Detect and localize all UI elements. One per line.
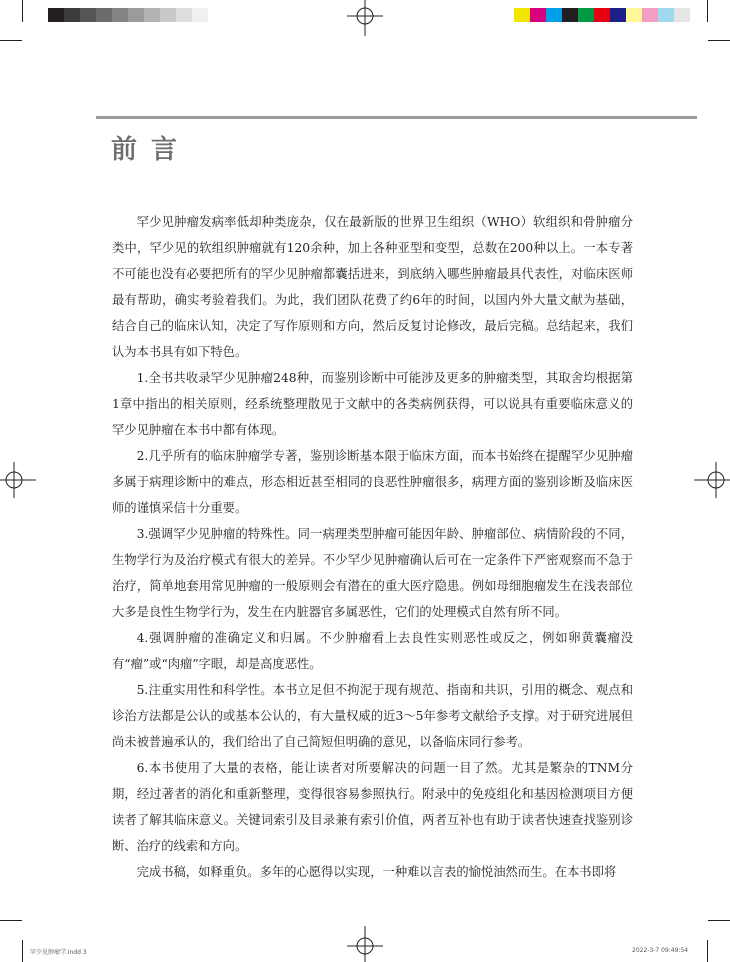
paragraph: 3.强调罕少见肿瘤的特殊性。同一病理类型肿瘤可能因年龄、肿瘤部位、病情阶段的不同，生物学行为及治疗模式有很大的差异。不少罕少见肿瘤确认后可在一定条件下严密观察而不急于治疗，简单地套用常见肿瘤的一般原则会有潜在的重大医疗隐患。例如母细胞瘤发生在浅表部位大多是良性生物学行为，发生在内脏器官多属恶性，它们的处理模式自然有所不同。 xyxy=(112,527,633,619)
color-bar xyxy=(514,0,714,24)
color-swatch xyxy=(658,8,674,22)
crop-mark-bottom-left-v xyxy=(22,940,23,962)
color-swatch xyxy=(514,8,530,22)
registration-target-icon xyxy=(0,462,36,498)
crop-mark-top-right-v xyxy=(707,0,708,22)
color-swatch xyxy=(160,8,176,22)
paragraph: 1.全书共收录罕少见肿瘤248种，而鉴别诊断中可能涉及更多的肿瘤类型，其取舍均根据第1章中指出的相关原则，经系统整理散见于文献中的各类病例获得，可以说具有重要临床意义的罕少见肿瘤在本书中都有体现。 xyxy=(112,371,633,437)
color-swatch xyxy=(642,8,658,22)
color-swatch xyxy=(48,8,64,22)
crop-mark-bottom-right-v xyxy=(707,940,708,962)
paragraph: 5.注重实用性和科学性。本书立足但不拘泥于现有规范、指南和共识，引用的概念、观点和诊治方法都是公认的或基本公认的，有大量权威的近3～5年参考文献给予支撑。对于研究进展但尚未被普遍承认的，我们给出了自己简短但明确的意见，以备临床同行参考。 xyxy=(112,683,633,749)
crop-mark-top-left-h xyxy=(0,40,22,41)
crop-mark-bottom-right-h xyxy=(708,920,730,921)
paragraph: 完成书稿，如释重负。多年的心愿得以实现，一种难以言表的愉悦油然而生。在本书即将 xyxy=(136,865,617,879)
color-swatch xyxy=(176,8,192,22)
color-swatch xyxy=(112,8,128,22)
header-rule xyxy=(96,116,697,119)
crop-mark-bottom-left-h xyxy=(0,920,22,921)
color-swatch xyxy=(144,8,160,22)
grayscale-bar xyxy=(48,0,248,24)
paragraph: 6.本书使用了大量的表格，能让读者对所要解决的问题一目了然。尤其是繁杂的TNM分期，经过著者的消化和重新整理，变得很容易参照执行。附录中的免疫组化和基因检测项目方便读者了解其临床意义。关键词索引及目录兼有索引价值，两者互补也有助于读者快速查找鉴别诊断、治疗的线索和方向。 xyxy=(112,761,633,853)
registration-target-icon xyxy=(694,462,730,498)
color-swatch xyxy=(562,8,578,22)
color-swatch xyxy=(80,8,96,22)
registration-target-icon xyxy=(347,926,383,962)
color-swatch xyxy=(192,8,208,22)
paragraph: 罕少见肿瘤发病率低却种类庞杂，仅在最新版的世界卫生组织（WHO）软组织和骨肿瘤分类中，罕少见的软组织肿瘤就有120余种，加上各种亚型和变型，总数在200种以上。一本专著不可能也没有必要把所有的罕少见肿瘤都囊括进来，到底纳入哪些肿瘤最具代表性，对临床医师最有帮助，确实考验着我们。为此，我们团队花费了约6年的时间，以国内外大量文献为基础，结合自己的临床认知，决定了写作原则和方向，然后反复讨论修改，最后完稿。总结起来，我们认为本书具有如下特色。 xyxy=(112,215,633,359)
color-swatch xyxy=(594,8,610,22)
color-swatch xyxy=(674,8,690,22)
color-swatch xyxy=(128,8,144,22)
paragraph: 4.强调肿瘤的准确定义和归属。不少肿瘤看上去良性实则恶性或反之，例如卵黄囊瘤没有“瘤”或“肉瘤”字眼，却是高度恶性。 xyxy=(112,631,633,671)
color-swatch xyxy=(610,8,626,22)
crop-mark-top-right-h xyxy=(708,40,730,41)
registration-target-icon xyxy=(347,0,383,36)
paragraph: 2.几乎所有的临床肿瘤学专著，鉴别诊断基本限于临床方面，而本书始终在提醒罕少见肿瘤多属于病理诊断中的难点，形态相近甚至相同的良恶性肿瘤很多，病理方面的鉴别诊断及临床医师的谨慎采信十分重要。 xyxy=(112,449,633,515)
color-swatch xyxy=(546,8,562,22)
crop-mark-top-left-v xyxy=(22,0,23,22)
page-title: 前言 xyxy=(111,135,192,165)
color-swatch xyxy=(530,8,546,22)
preface-body xyxy=(112,209,633,885)
color-swatch xyxy=(64,8,80,22)
file-slug: 罕少见肿瘤学.indd 3 xyxy=(30,949,87,956)
color-swatch xyxy=(96,8,112,22)
color-swatch xyxy=(578,8,594,22)
color-swatch xyxy=(626,8,642,22)
timestamp-slug: 2022-3-7 09:49:54 xyxy=(632,947,689,954)
